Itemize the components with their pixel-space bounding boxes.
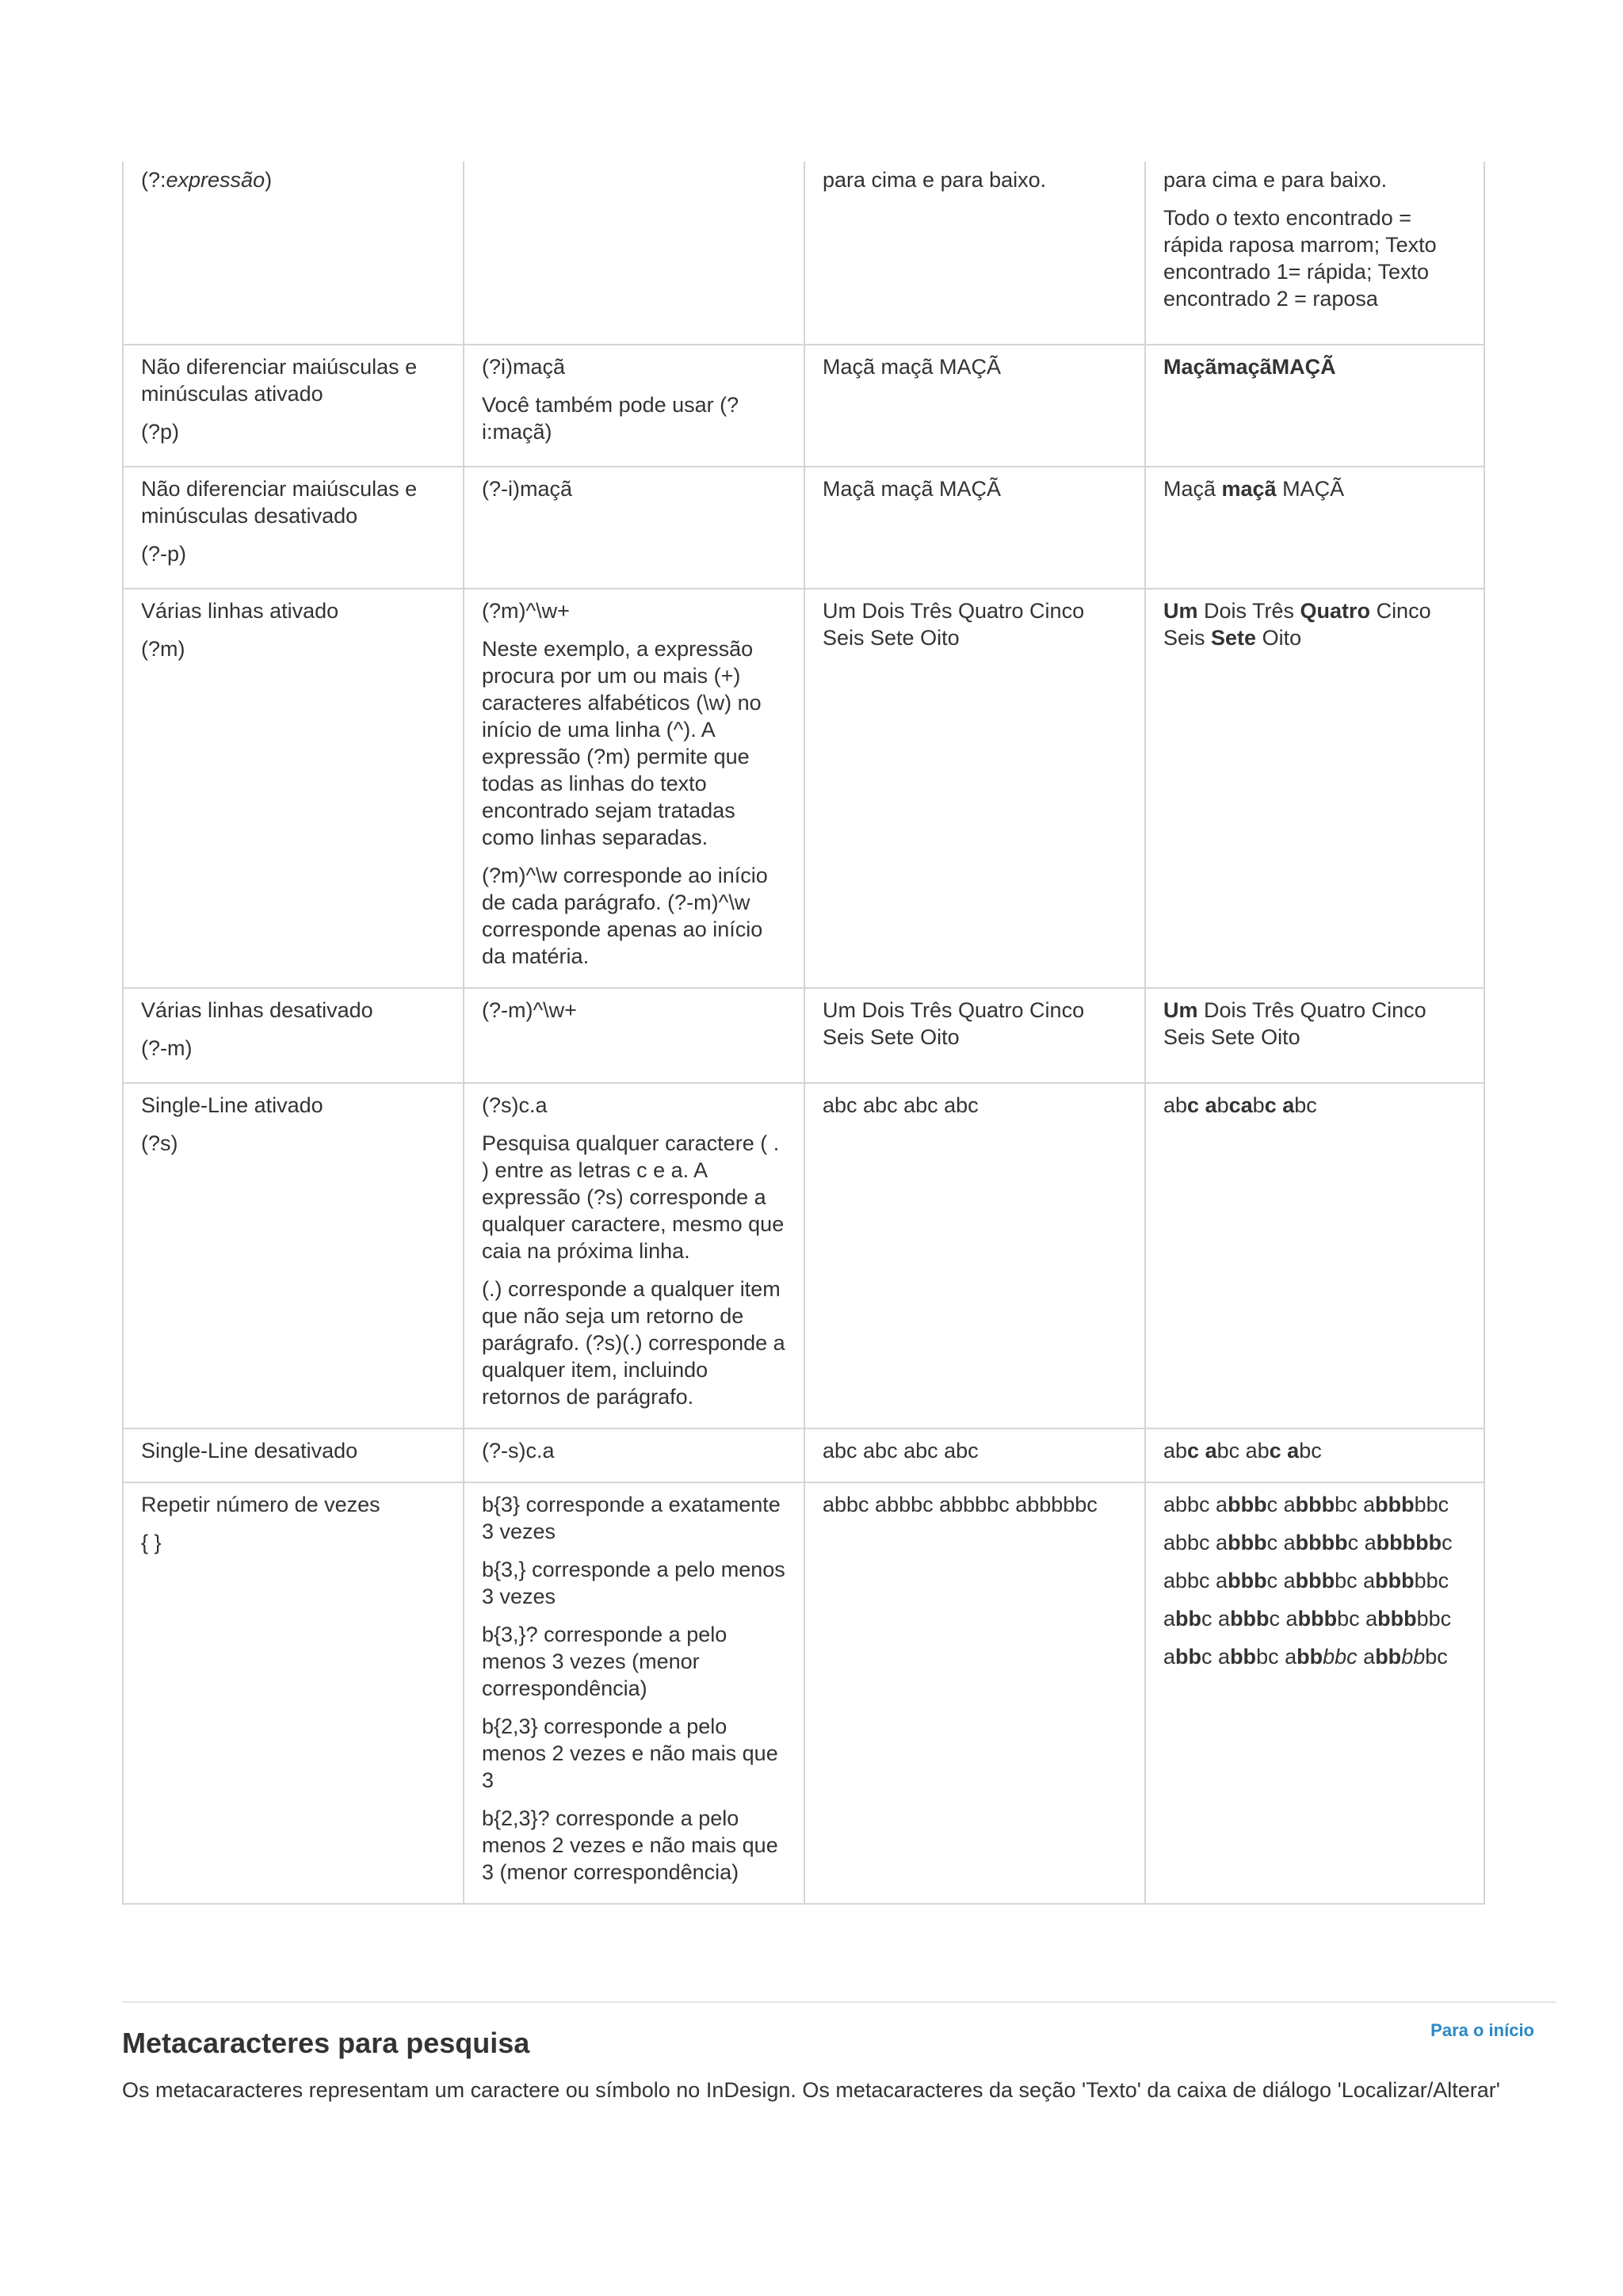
table-row xyxy=(123,345,1484,467)
text-run: Não diferenciar maiúsculas e minúsculas ativado xyxy=(141,355,418,406)
cell-paragraph xyxy=(482,1092,786,1119)
cell-paragraph xyxy=(1163,1092,1466,1119)
bold-run: bbb xyxy=(1295,1493,1335,1516)
bold-run: Quatro xyxy=(1300,599,1371,623)
text-run: bc a xyxy=(1337,1607,1378,1630)
cell-paragraph xyxy=(482,1437,786,1464)
bold-run: bbb xyxy=(1228,1531,1267,1554)
text-run: c a xyxy=(1266,1493,1296,1516)
text-run: bbc xyxy=(1416,1607,1452,1630)
option-name-cell xyxy=(123,1482,464,1904)
text-run: bc xyxy=(1425,1645,1448,1669)
sample-text-cell xyxy=(804,1083,1145,1428)
cell-paragraph xyxy=(823,997,1127,1051)
text-run: (?m)^\w+ xyxy=(482,599,570,623)
text-run: b xyxy=(1216,1093,1229,1117)
cell-paragraph xyxy=(1163,166,1466,193)
bold-run: bbb xyxy=(1297,1607,1338,1630)
text-run: bc ab xyxy=(1216,1439,1270,1463)
cell-paragraph xyxy=(482,597,786,624)
option-name-cell xyxy=(123,988,464,1083)
cell-paragraph xyxy=(141,540,445,567)
option-name-cell xyxy=(123,1428,464,1482)
bold-run: bb xyxy=(1230,1645,1257,1669)
text-run: bc a xyxy=(1335,1493,1376,1516)
text-run: abc abc abc abc xyxy=(823,1093,979,1117)
text-run: Um Dois Três Quatro Cinco Seis Sete Oito xyxy=(823,599,1085,650)
text-run: a xyxy=(1163,1645,1176,1669)
text-run: (?i)maçã xyxy=(482,355,566,379)
text-run: (?m) xyxy=(141,637,185,661)
expression-cell xyxy=(464,589,804,988)
cell-paragraph xyxy=(1163,1605,1466,1632)
cell-paragraph xyxy=(1163,1437,1466,1464)
text-run: (.) corresponde a qualquer item que não seja um retorno de parágrafo. (?s)(.) corresponde a qualquer item, incluindo retornos de parágrafo. xyxy=(482,1277,785,1409)
italic-run: bb xyxy=(1401,1645,1426,1669)
bold-run: MaçãmaçãMAÇÃ xyxy=(1163,355,1336,379)
cell-paragraph xyxy=(1163,353,1466,380)
cell-paragraph xyxy=(141,997,445,1024)
cell-paragraph xyxy=(1163,475,1466,502)
cell-paragraph xyxy=(482,1805,786,1886)
bold-run: bbbbb xyxy=(1376,1531,1442,1554)
text-run: bc a xyxy=(1256,1645,1297,1669)
text-run: Um Dois Três Quatro Cinco Seis Sete Oito xyxy=(823,998,1085,1049)
bold-run: c a xyxy=(1187,1439,1217,1463)
sample-text-cell xyxy=(804,988,1145,1083)
text-run: bc xyxy=(1294,1093,1317,1117)
cell-paragraph xyxy=(823,597,1127,651)
cell-paragraph xyxy=(482,391,786,445)
text-run: Maçã xyxy=(1163,477,1222,501)
option-name-cell xyxy=(123,467,464,589)
text-run: abbc a xyxy=(1163,1569,1228,1592)
expression-cell xyxy=(464,467,804,589)
bold-run: bbb xyxy=(1375,1569,1415,1592)
sample-text-cell xyxy=(804,162,1145,345)
cell-paragraph xyxy=(823,475,1127,502)
cell-paragraph xyxy=(141,1529,445,1556)
cell-paragraph xyxy=(141,166,445,193)
text-run: Neste exemplo, a expressão procura por um ou mais (+) caracteres alfabéticos (\w) no início de uma linha (^). A expressão (?m) permite que todas as linhas do texto encontrado sejam tratadas como linhas separadas. xyxy=(482,637,762,849)
cell-paragraph xyxy=(482,1621,786,1702)
cell-paragraph xyxy=(1163,1529,1466,1556)
bold-run: bb xyxy=(1296,1645,1323,1669)
expression-cell xyxy=(464,1083,804,1428)
bold-run: bbb xyxy=(1295,1569,1335,1592)
option-name-cell xyxy=(123,345,464,467)
text-run: (?p) xyxy=(141,420,180,444)
text-run: b{2,3}? corresponde a pelo menos 2 vezes e não mais que 3 (menor correspondência) xyxy=(482,1806,778,1884)
bold-run: c a xyxy=(1264,1093,1295,1117)
cell-paragraph xyxy=(482,1556,786,1610)
text-run: Pesquisa qualquer caractere ( . ) entre as letras c e a. A expressão (?s) corresponde a qualquer caractere, mesmo que caia na próxima linha. xyxy=(482,1131,785,1263)
text-run: b xyxy=(1252,1093,1265,1117)
match-result-cell xyxy=(1145,345,1484,467)
bold-run: bbb xyxy=(1228,1493,1267,1516)
text-run: a xyxy=(1357,1645,1376,1669)
text-run: Single-Line desativado xyxy=(141,1439,358,1463)
table-row xyxy=(123,988,1484,1083)
cell-paragraph xyxy=(823,1491,1127,1518)
cell-paragraph xyxy=(1163,1643,1466,1670)
text-run: c a xyxy=(1201,1607,1231,1630)
text-run: Repetir número de vezes xyxy=(141,1493,380,1516)
sample-text-cell xyxy=(804,589,1145,988)
back-to-top-link[interactable]: Para o início xyxy=(1430,2020,1534,2040)
cell-paragraph xyxy=(482,353,786,380)
text-run: Oito xyxy=(1256,626,1302,650)
bold-run: Um xyxy=(1163,599,1198,623)
expression-cell xyxy=(464,162,804,345)
cell-paragraph xyxy=(141,1092,445,1119)
sample-text-cell xyxy=(804,1482,1145,1904)
sample-text-cell xyxy=(804,345,1145,467)
cell-paragraph xyxy=(141,635,445,662)
cell-paragraph xyxy=(823,1092,1127,1119)
text-run: (?-m) xyxy=(141,1036,193,1060)
match-result-cell xyxy=(1145,589,1484,988)
table-row xyxy=(123,1428,1484,1482)
text-run: c a xyxy=(1266,1569,1296,1592)
text-run: bc a xyxy=(1335,1569,1376,1592)
text-run: para cima e para baixo. xyxy=(1163,168,1388,192)
text-run: c a xyxy=(1266,1531,1296,1554)
bold-run: bbb xyxy=(1375,1493,1415,1516)
text-run: abc abc abc abc xyxy=(823,1439,979,1463)
text-run: (?-s)c.a xyxy=(482,1439,555,1463)
text-run: c xyxy=(1442,1531,1453,1554)
text-run: b{3,} corresponde a pelo menos 3 vezes xyxy=(482,1558,785,1608)
text-run: Cinco Seis xyxy=(1163,599,1431,650)
text-run: Maçã maçã MAÇÃ xyxy=(823,477,1002,501)
text-run: abbc a xyxy=(1163,1531,1228,1554)
cell-paragraph xyxy=(823,1437,1127,1464)
text-run: (?s)c.a xyxy=(482,1093,548,1117)
cell-paragraph xyxy=(482,1130,786,1264)
cell-paragraph xyxy=(1163,204,1466,312)
bold-run: c a xyxy=(1269,1439,1300,1463)
text-run: bbc xyxy=(1414,1493,1449,1516)
text-run: Dois Três Quatro Cinco Seis Sete Oito xyxy=(1163,998,1426,1049)
cell-paragraph xyxy=(141,475,445,529)
cell-paragraph xyxy=(141,418,445,445)
text-run: MAÇÃ xyxy=(1276,477,1345,501)
table-row xyxy=(123,467,1484,589)
match-result-cell xyxy=(1145,988,1484,1083)
text-run: { } xyxy=(141,1531,162,1554)
cell-paragraph xyxy=(141,597,445,624)
table-row xyxy=(123,162,1484,345)
bold-run: bb xyxy=(1175,1607,1202,1630)
text-run: abbc a xyxy=(1163,1493,1228,1516)
grep-options-table xyxy=(122,162,1485,1905)
cell-paragraph xyxy=(482,1491,786,1545)
match-result-cell xyxy=(1145,467,1484,589)
cell-paragraph xyxy=(482,997,786,1024)
option-name-cell xyxy=(123,162,464,345)
text-run: b{3,}? corresponde a pelo menos 3 vezes (menor correspondência) xyxy=(482,1623,727,1700)
text-run: Você também pode usar (?i:maçã) xyxy=(482,393,739,444)
text-run: c a xyxy=(1269,1607,1298,1630)
bold-run: bbb xyxy=(1230,1607,1270,1630)
italic-run: bbc xyxy=(1323,1645,1358,1669)
table-row xyxy=(123,589,1484,988)
text-run: c a xyxy=(1347,1531,1377,1554)
text-run: (?: xyxy=(141,168,166,192)
text-run: Várias linhas desativado xyxy=(141,998,373,1022)
text-run: (?-p) xyxy=(141,542,187,566)
bold-run: bb xyxy=(1175,1645,1202,1669)
cell-paragraph xyxy=(141,1491,445,1518)
cell-paragraph xyxy=(482,1276,786,1410)
text-run: Não diferenciar maiúsculas e minúsculas desativado xyxy=(141,477,418,528)
cell-paragraph xyxy=(1163,597,1466,651)
cell-paragraph xyxy=(482,475,786,502)
cell-paragraph xyxy=(482,635,786,851)
match-result-cell xyxy=(1145,1083,1484,1428)
page-content xyxy=(122,162,1556,1905)
cell-paragraph xyxy=(823,353,1127,380)
cell-paragraph xyxy=(141,1130,445,1157)
cell-paragraph xyxy=(1163,1491,1466,1518)
text-run: c a xyxy=(1201,1645,1231,1669)
table-row xyxy=(123,1482,1484,1904)
bold-run: bbb xyxy=(1228,1569,1267,1592)
cell-paragraph xyxy=(823,166,1127,193)
text-run: bc xyxy=(1299,1439,1322,1463)
text-run: (?m)^\w corresponde ao início de cada parágrafo. (?-m)^\w corresponde apenas ao início da matéria. xyxy=(482,864,768,968)
text-run: para cima e para baixo. xyxy=(823,168,1047,192)
bold-run: bbbb xyxy=(1295,1531,1348,1554)
section-title: Metacaracteres para pesquisa xyxy=(122,2027,530,2059)
section-body-text: Os metacaracteres representam um caractere ou símbolo no InDesign. Os metacaracteres da seção 'Texto' da caixa de diálogo 'Localizar/Alterar' xyxy=(122,2078,1500,2102)
cell-paragraph xyxy=(141,353,445,407)
sample-text-cell xyxy=(804,467,1145,589)
text-run: (?-m)^\w+ xyxy=(482,998,577,1022)
bold-run: ca xyxy=(1228,1093,1253,1117)
cell-paragraph xyxy=(141,1035,445,1062)
bold-run: bb xyxy=(1375,1645,1402,1669)
text-run: ab xyxy=(1163,1093,1188,1117)
expression-cell xyxy=(464,988,804,1083)
text-run: (?-i)maçã xyxy=(482,477,573,501)
text-run: Single-Line ativado xyxy=(141,1093,323,1117)
text-run: Todo o texto encontrado = rápida raposa marrom; Texto encontrado 1= rápida; Texto encontrado 2 = raposa xyxy=(1163,206,1437,311)
match-result-cell xyxy=(1145,162,1484,345)
text-run: Várias linhas ativado xyxy=(141,599,339,623)
bold-run: c a xyxy=(1187,1093,1217,1117)
match-result-cell xyxy=(1145,1482,1484,1904)
cell-paragraph xyxy=(141,1437,445,1464)
text-run: Dois Três xyxy=(1197,599,1300,623)
text-run: ) xyxy=(265,168,273,192)
text-run: b{3} corresponde a exatamente 3 vezes xyxy=(482,1493,781,1543)
metacharacters-section xyxy=(122,2001,1556,2102)
bold-run: Sete xyxy=(1211,626,1257,650)
match-result-cell xyxy=(1145,1428,1484,1482)
cell-paragraph xyxy=(1163,1567,1466,1594)
text-run: b{2,3} corresponde a pelo menos 2 vezes e não mais que 3 xyxy=(482,1714,778,1792)
bold-run: maçã xyxy=(1221,477,1277,501)
expression-cell xyxy=(464,345,804,467)
text-run: abbc abbbc abbbbc abbbbbc xyxy=(823,1493,1098,1516)
bold-run: Um xyxy=(1163,998,1198,1022)
text-run: (?s) xyxy=(141,1131,178,1155)
text-run: a xyxy=(1163,1607,1176,1630)
expression-cell xyxy=(464,1428,804,1482)
option-name-cell xyxy=(123,589,464,988)
sample-text-cell xyxy=(804,1428,1145,1482)
text-run: Maçã maçã MAÇÃ xyxy=(823,355,1002,379)
cell-paragraph xyxy=(482,1713,786,1794)
cell-paragraph xyxy=(482,862,786,970)
bold-run: bbb xyxy=(1377,1607,1417,1630)
table-row xyxy=(123,1083,1484,1428)
text-run: bbc xyxy=(1414,1569,1449,1592)
italic-run: expressão xyxy=(166,168,265,192)
expression-cell xyxy=(464,1482,804,1904)
option-name-cell xyxy=(123,1083,464,1428)
text-run: ab xyxy=(1163,1439,1188,1463)
cell-paragraph xyxy=(1163,997,1466,1051)
